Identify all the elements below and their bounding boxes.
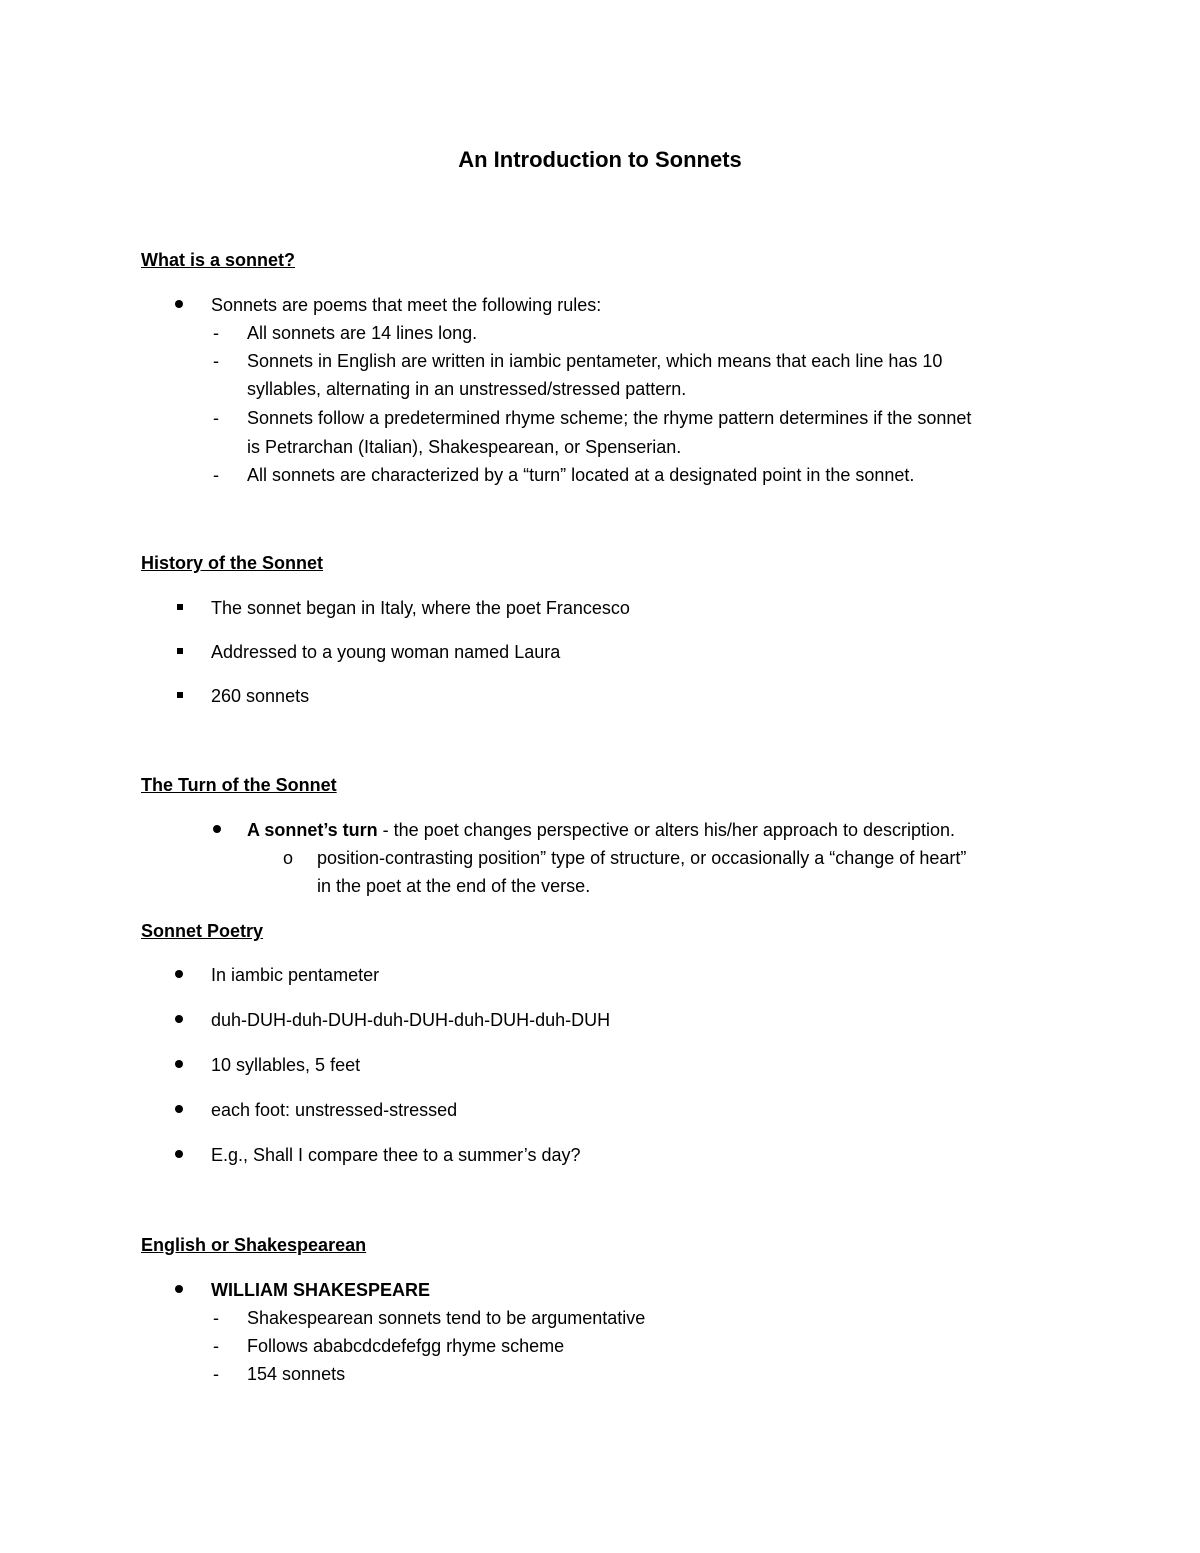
- sub-bullet-marker: o: [283, 848, 294, 868]
- dash-marker: -: [213, 1364, 219, 1384]
- bold-term: A sonnet’s turn: [247, 820, 378, 840]
- dash-marker: -: [213, 465, 219, 485]
- bullet-dot-icon: [175, 1150, 183, 1158]
- bullet-dot-icon: [175, 1285, 183, 1293]
- dash-marker: -: [213, 323, 219, 343]
- bullet-dot-icon: [175, 1060, 183, 1068]
- list-item: Follows ababcdcdefefgg rhyme scheme: [247, 1336, 565, 1356]
- bullet-dot-icon: [175, 1105, 183, 1113]
- dash-marker: -: [213, 351, 219, 371]
- list-item: 260 sonnets: [211, 686, 310, 706]
- list-item: Shakespearean sonnets tend to be argumentative: [247, 1308, 646, 1328]
- list-item: WILLIAM SHAKESPEARE: [211, 1280, 431, 1300]
- list-item: Sonnets follow a predetermined rhyme scheme; the rhyme pattern determines if the sonnet: [247, 408, 972, 428]
- list-item-continuation: syllables, alternating in an unstressed/stressed pattern.: [247, 379, 687, 399]
- list-item: In iambic pentameter: [211, 965, 380, 985]
- list-item-continuation: is Petrarchan (Italian), Shakespearean, or Spenserian.: [247, 437, 682, 457]
- sub-list-item-continuation: in the poet at the end of the verse.: [317, 876, 591, 896]
- sub-list-item: position-contrasting position” type of structure, or occasionally a “change of heart”: [317, 848, 967, 868]
- dash-marker: -: [213, 1336, 219, 1356]
- list-item: 10 syllables, 5 feet: [211, 1055, 361, 1075]
- list-item: [247, 818, 955, 842]
- list-item: duh-DUH-duh-DUH-duh-DUH-duh-DUH-duh-DUH: [211, 1010, 611, 1030]
- list-item: All sonnets are characterized by a “turn” located at a designated point in the sonnet.: [247, 465, 915, 485]
- dash-marker: -: [213, 408, 219, 428]
- list-item: Sonnets in English are written in iambic pentameter, which means that each line has 10: [247, 351, 943, 371]
- list-item: The sonnet began in Italy, where the poet Francesco: [211, 598, 630, 618]
- list-item: Sonnets are poems that meet the following rules:: [211, 295, 602, 315]
- bullet-dot-icon: [213, 825, 221, 833]
- list-item: Addressed to a young woman named Laura: [211, 642, 561, 662]
- bullet-square-icon: [177, 604, 183, 610]
- list-item: All sonnets are 14 lines long.: [247, 323, 478, 343]
- list-item: 154 sonnets: [247, 1364, 346, 1384]
- heading-turn-of-the-sonnet: The Turn of the Sonnet: [141, 775, 337, 795]
- bullet-dot-icon: [175, 1015, 183, 1023]
- heading-what-is-a-sonnet: What is a sonnet?: [141, 250, 296, 270]
- list-item: E.g., Shall I compare thee to a summer’s day?: [211, 1145, 581, 1165]
- bullet-square-icon: [177, 692, 183, 698]
- list-item: each foot: unstressed-stressed: [211, 1100, 458, 1120]
- heading-history-of-the-sonnet: History of the Sonnet: [141, 553, 324, 573]
- bullet-square-icon: [177, 648, 183, 654]
- heading-english-or-shakespearean: English or Shakespearean: [141, 1235, 367, 1255]
- bullet-dot-icon: [175, 300, 183, 308]
- list-item-text: - the poet changes perspective or alters his/her approach to description.: [377, 820, 955, 840]
- page-title: An Introduction to Sonnets: [458, 147, 742, 172]
- heading-sonnet-poetry: Sonnet Poetry: [141, 921, 264, 941]
- bullet-dot-icon: [175, 970, 183, 978]
- dash-marker: -: [213, 1308, 219, 1328]
